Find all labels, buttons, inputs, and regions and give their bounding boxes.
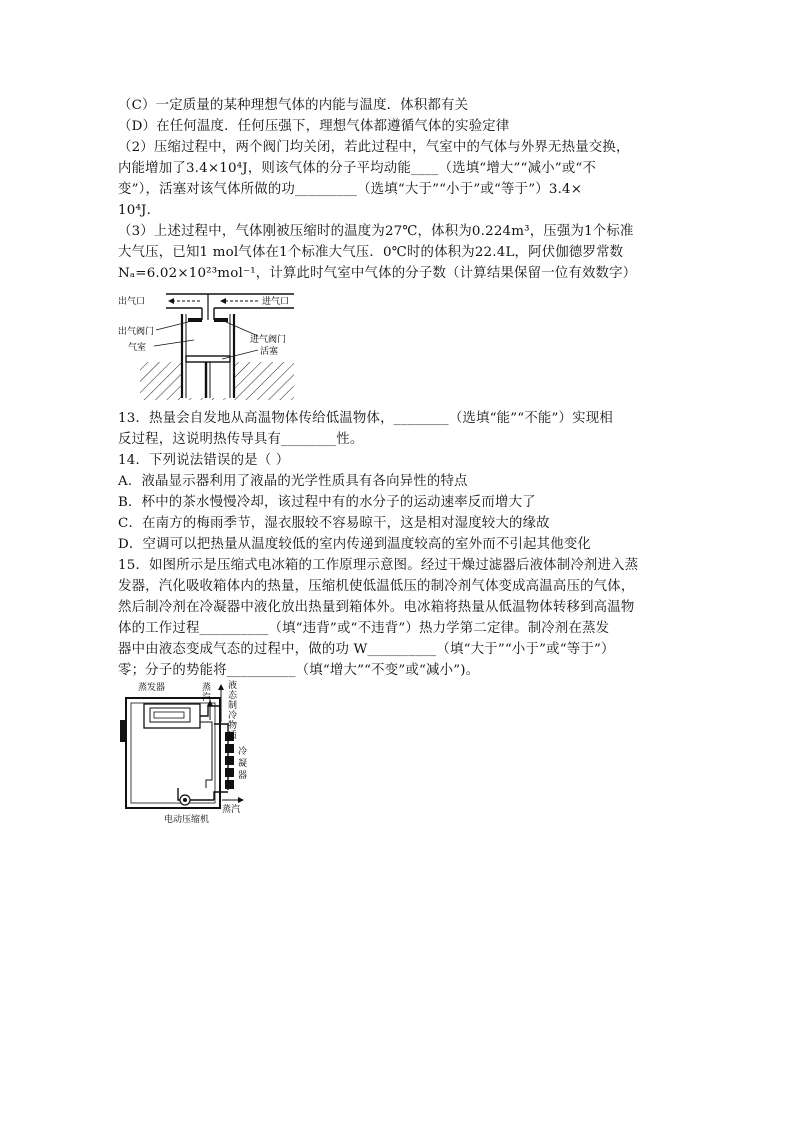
condenser-label: 器	[238, 771, 248, 781]
outlet-valve	[188, 318, 202, 322]
text-line: 变”），活塞对该气体所做的功_________（选填“大于”“小于”或“等于”）3.4×	[118, 182, 583, 197]
text-line: （D）在任何温度．任何压强下，理想气体都遵循气体的实验定律	[118, 119, 510, 134]
text-line: （3）上述过程中，气体刚被压缩时的温度为27℃，体积为0.224m³，压强为1个标准	[118, 224, 634, 239]
liquid-label: 质	[228, 731, 238, 741]
text-line: 零；分子的势能将__________（填“增大”“不变”或“减小”)。	[118, 663, 480, 678]
refrigerator-diagram	[118, 680, 258, 830]
inlet-valve	[214, 318, 228, 322]
text-line: 体的工作过程__________（填“违背”或“不违背”）热力学第二定律。制冷剂在蒸发	[118, 621, 610, 636]
text-line: （2）压缩过程中，两个阀门均关闭，若此过程中，气室中的气体与外界无热量交换，	[118, 140, 630, 155]
text-line: Nₐ=6.02×10²³mol⁻¹，计算此时气室中气体的分子数（计算结果保留一位有效数字）	[118, 266, 637, 281]
chamber-diagram	[118, 290, 298, 402]
text-line: D．空调可以把热量从温度较低的室内传递到温度较高的室外而不引起其他变化	[118, 537, 592, 552]
outlet-valve-label: 出气阀门	[118, 327, 155, 337]
text-line: A．液晶显示器利用了液晶的光学性质具有各向异性的特点	[118, 474, 468, 489]
text-line: C．在南方的梅雨季节，湿衣服较不容易晾干，这是相对湿度较大的缘故	[118, 516, 550, 531]
evaporator-label: 蒸发器	[138, 683, 166, 693]
text-line: 发器，汽化吸收箱体内的热量，压缩机使低温低压的制冷剂气体变成高温高压的气体，	[118, 579, 635, 594]
text-line: 内能增加了3.4×10⁴J，则该气体的分子平均动能____（选填“增大”“减小”或“不	[118, 161, 597, 176]
vapor-label-top: 汽	[202, 693, 212, 703]
text-line: 14．下列说法错误的是（ ）	[118, 453, 290, 468]
text-line: 13．热量会自发地从高温物体传给低温物体，________（选填“能”“不能”）实现相	[118, 411, 613, 426]
text-line: B．杯中的茶水慢慢冷却，该过程中有的水分子的运动速率反而增大了	[118, 495, 536, 510]
text-line: 10⁴J．	[118, 203, 161, 218]
liquid-label: 态	[228, 691, 238, 701]
condenser-label: 凝	[238, 759, 248, 769]
condenser-label: 冷	[238, 747, 248, 757]
liquid-label: 液	[228, 681, 238, 691]
inlet-label: 进气口	[262, 297, 290, 307]
chamber-label: 气室	[128, 343, 147, 353]
vapor-label-top: 蒸	[202, 683, 212, 693]
text-line: 反过程，这说明热传导具有________性。	[118, 432, 364, 447]
inlet-valve-label: 进气阀门	[250, 335, 287, 345]
text-line: 大气压，已知1 mol气体在1个标准大气压．0℃时的体积为22.4L，阿伏伽德罗常数	[118, 245, 624, 260]
liquid-label: 冷	[228, 711, 238, 721]
text-line: 器中由液态变成气态的过程中，做的功 W__________（填“大于”“小于”或“等于”）	[118, 642, 615, 657]
text-line: 然后制冷剂在冷凝器中液化放出热量到箱体外。电冰箱将热量从低温物体转移到高温物	[118, 600, 635, 615]
text-line: （C）一定质量的某种理想气体的内能与温度．体积都有关	[118, 98, 469, 113]
compressor-label: 电动压缩机	[164, 815, 210, 825]
liquid-label: 物	[228, 721, 238, 731]
liquid-label: 制	[228, 701, 238, 711]
outlet-label: 出气口	[118, 297, 146, 307]
vapor-label-bottom: 蒸汽	[222, 805, 241, 815]
text-line: 15．如图所示是压缩式电冰箱的工作原理示意图。经过干燥过滤器后液体制冷剂进入蒸	[118, 558, 639, 573]
piston-label: 活塞	[260, 347, 279, 357]
